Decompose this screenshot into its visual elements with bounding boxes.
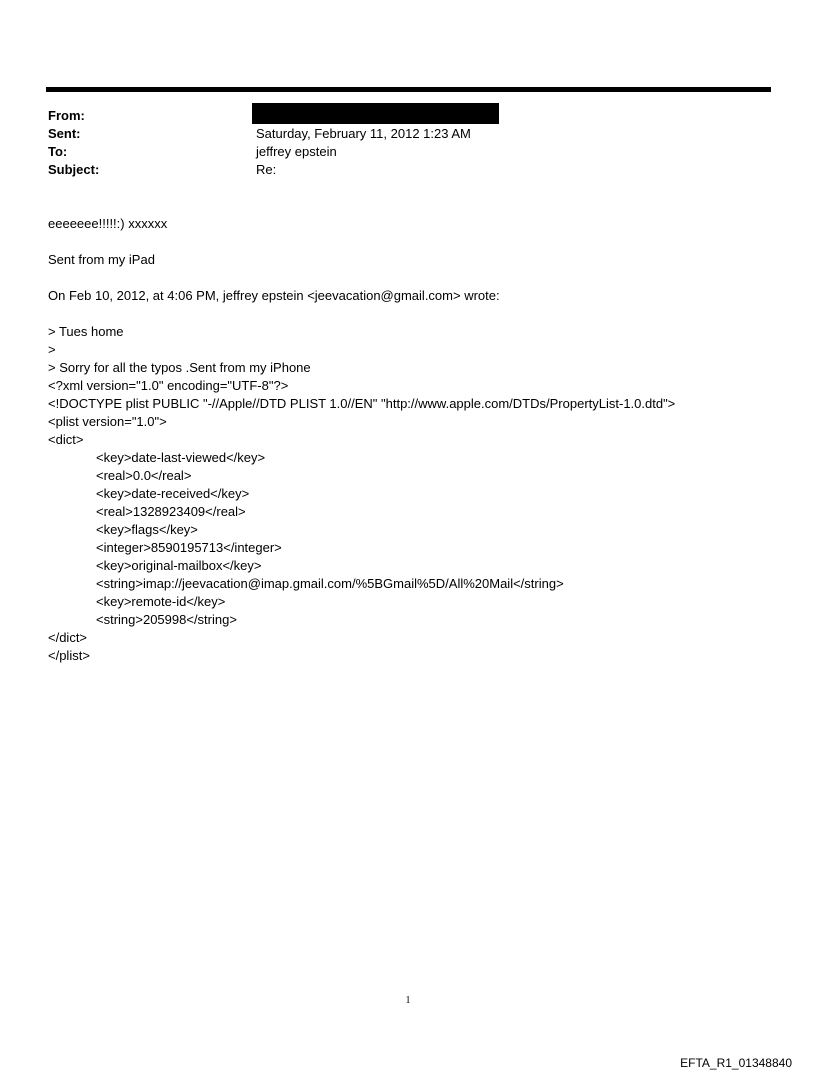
sent-value: Saturday, February 11, 2012 1:23 AM (256, 126, 471, 141)
dict-entry: <string>205998</string> (96, 612, 237, 627)
dict-entry: <real>0.0</real> (96, 468, 192, 483)
dict-entry: <integer>8590195713</integer> (96, 540, 282, 555)
header-row-sent (48, 125, 748, 143)
bates-number: EFTA_R1_01348840 (680, 1056, 792, 1070)
dict-entry: <real>1328923409</real> (96, 504, 246, 519)
quoted-line: > Sorry for all the typos .Sent from my iPhone (48, 360, 311, 375)
dict-entry: <key>flags</key> (96, 522, 198, 537)
quoted-line: <plist version="1.0"> (48, 414, 167, 429)
subject-value: Re: (256, 162, 277, 177)
closing-line: </dict> (48, 630, 88, 645)
signature-line: Sent from my iPad (48, 252, 155, 267)
quoted-line: > (48, 342, 56, 357)
to-value: jeffrey epstein (256, 144, 337, 159)
dict-entry: <key>date-last-viewed</key> (96, 450, 266, 465)
dict-entry: <key>original-mailbox</key> (96, 558, 262, 573)
sent-label: Sent: (48, 126, 81, 141)
from-label: From: (48, 108, 85, 123)
email-body (48, 215, 788, 665)
to-label: To: (48, 144, 68, 159)
dict-entry: <key>remote-id</key> (96, 594, 226, 609)
closing-line: </plist> (48, 648, 90, 663)
redaction-box (252, 103, 499, 124)
quoted-line: <!DOCTYPE plist PUBLIC "-//Apple//DTD PLIST 1.0//EN" "http://www.apple.com/DTDs/PropertyList-1.0.dtd"> (48, 396, 676, 411)
quoted-line: > Tues home (48, 324, 124, 339)
reply-attribution: On Feb 10, 2012, at 4:06 PM, jeffrey epstein <jeevacation@gmail.com> wrote: (48, 288, 500, 303)
quoted-line: <dict> (48, 432, 84, 447)
header-row-to (48, 143, 748, 161)
header-divider (46, 87, 771, 92)
dict-entry: <key>date-received</key> (96, 486, 250, 501)
header-row-subject (48, 161, 748, 179)
dict-entry: <string>imap://jeevacation@imap.gmail.com/%5BGmail%5D/All%20Mail</string> (96, 576, 564, 591)
subject-label: Subject: (48, 162, 100, 177)
email-header (48, 107, 748, 179)
page-number: 1 (405, 995, 411, 1006)
body-line: eeeeeee!!!!!:) xxxxxx (48, 216, 168, 231)
header-row-from (48, 107, 748, 125)
from-value (256, 107, 748, 125)
quoted-line: <?xml version="1.0" encoding="UTF-8"?> (48, 378, 289, 393)
